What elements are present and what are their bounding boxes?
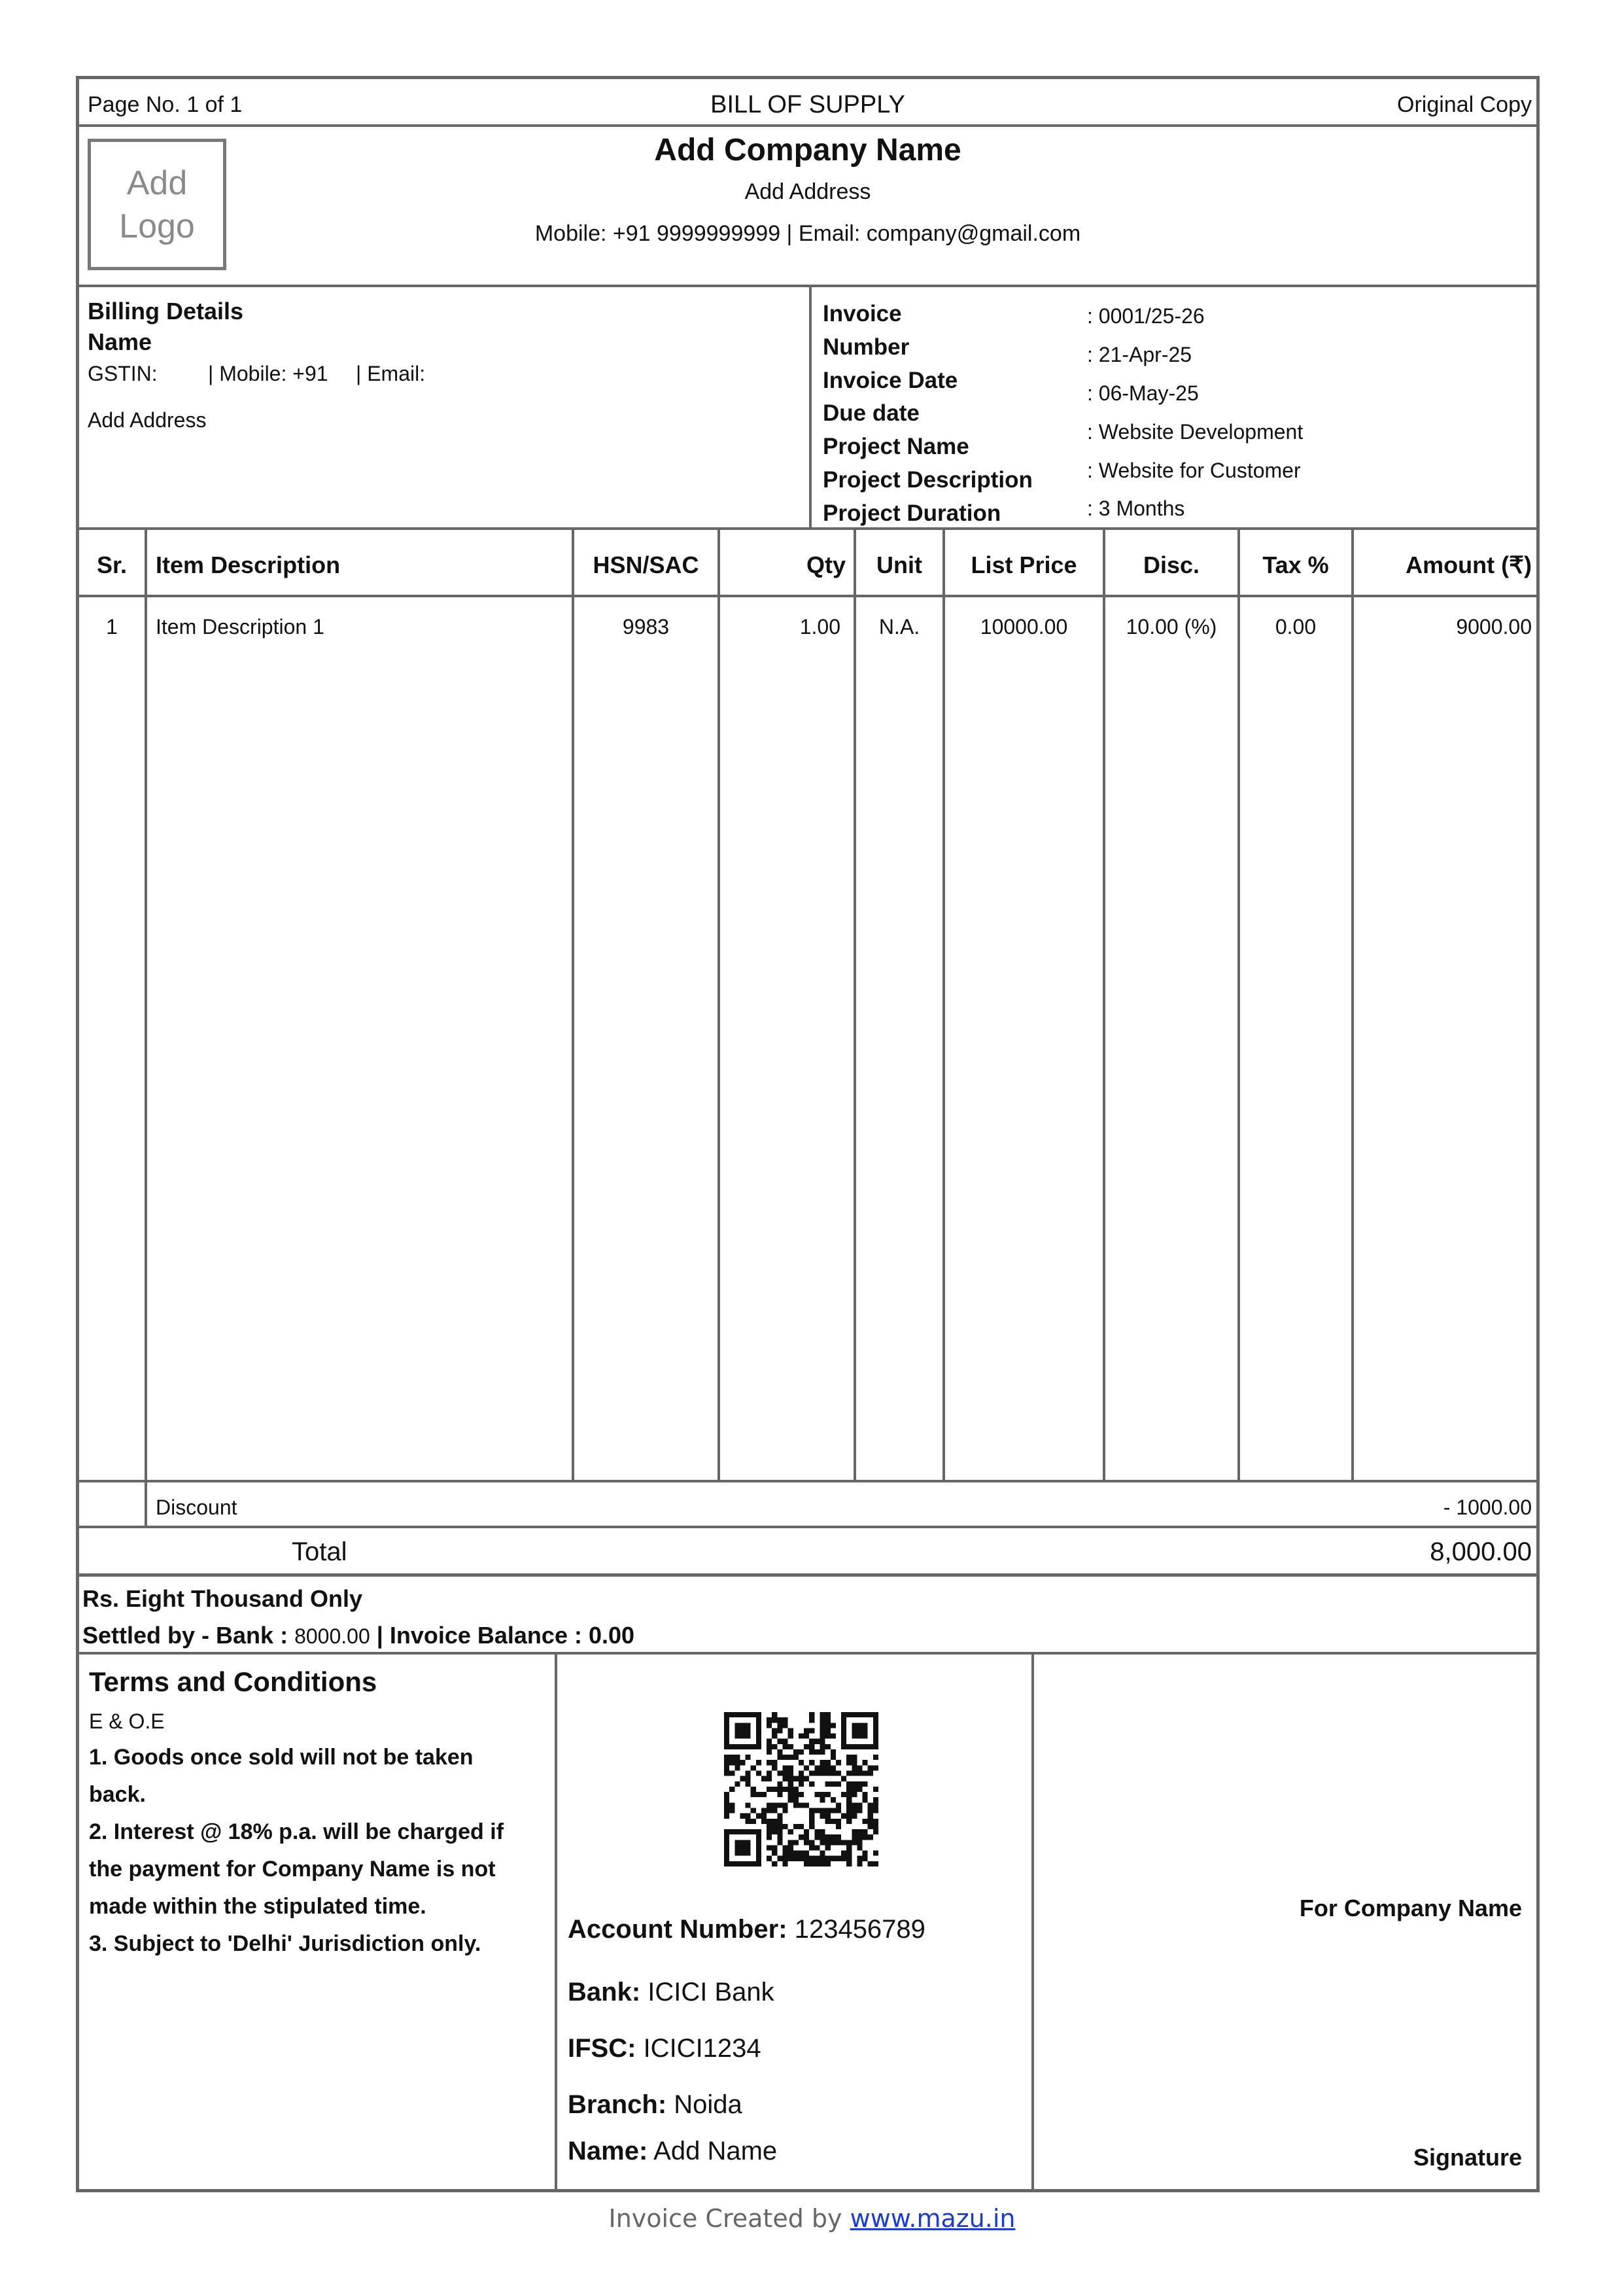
logo-text-line1: Add	[126, 164, 188, 202]
settlement-line	[82, 1624, 634, 1647]
terms-line-6: 3. Subject to 'Delhi' Jurisdiction only.	[89, 1931, 481, 1956]
company-name: Add Company Name	[654, 133, 961, 167]
holder-name-label: Name:	[568, 2137, 648, 2165]
ifsc-value: ICICI1234	[643, 2034, 761, 2063]
meta-value-due-date: : 06-May-25	[1087, 381, 1199, 405]
branch-value: Noida	[674, 2090, 742, 2119]
meta-value-invoice-date: : 21-Apr-25	[1087, 343, 1192, 366]
discount-value: - 1000.00	[1443, 1496, 1532, 1519]
company-contact: Mobile: +91 9999999999 | Email: company@gmail.com	[534, 221, 1081, 246]
col-header-hsn: HSN/SAC	[593, 552, 699, 578]
col-header-unit: Unit	[876, 552, 922, 578]
discount-label: Discount	[156, 1496, 237, 1519]
billing-address: Add Address	[88, 408, 207, 432]
signature-label: Signature	[1413, 2144, 1522, 2171]
meta-value-invoice-number: : 0001/25-26	[1087, 304, 1205, 328]
bank-account	[568, 1916, 925, 1942]
terms-heading: Terms and Conditions	[89, 1666, 377, 1697]
bank-holder-name	[568, 2138, 777, 2164]
col-header-amount: Amount (₹)	[1406, 552, 1532, 578]
amount-in-words: Rs. Eight Thousand Only	[82, 1585, 363, 1612]
meta-value-project-description: : Website for Customer	[1087, 459, 1301, 482]
ifsc-label: IFSC:	[568, 2034, 636, 2063]
terms-line-4: the payment for Company Name is not	[89, 1857, 496, 1882]
footer-prefix: Invoice Created by	[608, 2204, 842, 2233]
payment-qr-code	[724, 1712, 878, 1866]
cell-discount: 10.00 (%)	[1126, 615, 1217, 639]
cell-sr: 1	[106, 615, 118, 639]
cell-hsn: 9983	[622, 615, 670, 639]
bank-label: Bank:	[568, 1978, 641, 2006]
bank-value: ICICI Bank	[648, 1978, 774, 2006]
total-label: Total	[292, 1537, 347, 1566]
total-value: 8,000.00	[1430, 1537, 1532, 1566]
col-header-list-price: List Price	[971, 552, 1077, 578]
meta-label-project-duration: Project Duration	[823, 500, 1001, 526]
settled-value: 8000.00	[294, 1624, 370, 1648]
terms-line-3: 2. Interest @ 18% p.a. will be charged if	[89, 1819, 504, 1844]
meta-label-invoice-date: Invoice Date	[823, 368, 958, 393]
cell-list-price: 10000.00	[980, 615, 1068, 639]
copy-type: Original Copy	[1397, 92, 1532, 117]
col-header-sr: Sr.	[96, 552, 128, 578]
cell-qty: 1.00	[799, 615, 840, 639]
holder-name-value: Add Name	[653, 2137, 778, 2165]
terms-line-5: made within the stipulated time.	[89, 1894, 426, 1919]
meta-label-project-description: Project Description	[823, 467, 1033, 493]
col-header-tax: Tax %	[1262, 552, 1329, 578]
col-header-qty: Qty	[806, 552, 846, 578]
meta-label-number: Number	[823, 334, 910, 360]
page-number: Page No. 1 of 1	[88, 92, 243, 117]
billing-name: Name	[88, 328, 152, 355]
terms-eoe: E & O.E	[89, 1709, 165, 1733]
cell-amount: 9000.00	[1456, 615, 1532, 639]
meta-value-project-duration: : 3 Months	[1087, 497, 1185, 520]
invoice-balance: | Invoice Balance : 0.00	[376, 1622, 635, 1649]
branch-label: Branch:	[568, 2090, 667, 2119]
billing-heading: Billing Details	[88, 298, 244, 324]
logo-placeholder	[88, 139, 226, 270]
meta-label-project-name: Project Name	[823, 434, 969, 459]
logo-text-line2: Logo	[119, 207, 195, 245]
cell-tax: 0.00	[1275, 615, 1317, 639]
for-company-name: For Company Name	[1299, 1895, 1522, 1921]
meta-value-project-name: : Website Development	[1087, 420, 1304, 444]
terms-line-2: back.	[89, 1782, 146, 1807]
meta-label-due-date: Due date	[823, 400, 920, 426]
billing-mobile: | Mobile: +91	[208, 362, 328, 385]
account-value: 123456789	[794, 1915, 925, 1944]
cell-unit: N.A.	[878, 615, 920, 639]
meta-label-invoice: Invoice	[823, 301, 902, 326]
col-header-discount: Disc.	[1143, 552, 1200, 578]
col-header-description: Item Description	[156, 552, 341, 578]
footer-credit	[0, 2206, 1624, 2231]
account-label: Account Number:	[568, 1915, 787, 1944]
terms-line-1: 1. Goods once sold will not be taken	[89, 1745, 474, 1770]
footer-link[interactable]: www.mazu.in	[850, 2204, 1016, 2233]
billing-gstin: GSTIN:	[88, 362, 158, 385]
document-title: BILL OF SUPPLY	[710, 91, 905, 118]
bank-ifsc	[568, 2035, 761, 2061]
cell-description: Item Description 1	[156, 615, 324, 639]
settled-label: Settled by - Bank :	[82, 1622, 288, 1649]
company-address: Add Address	[744, 179, 871, 204]
bank-name	[568, 1979, 774, 2005]
bank-branch	[568, 2092, 742, 2118]
billing-email: | Email:	[356, 362, 426, 385]
